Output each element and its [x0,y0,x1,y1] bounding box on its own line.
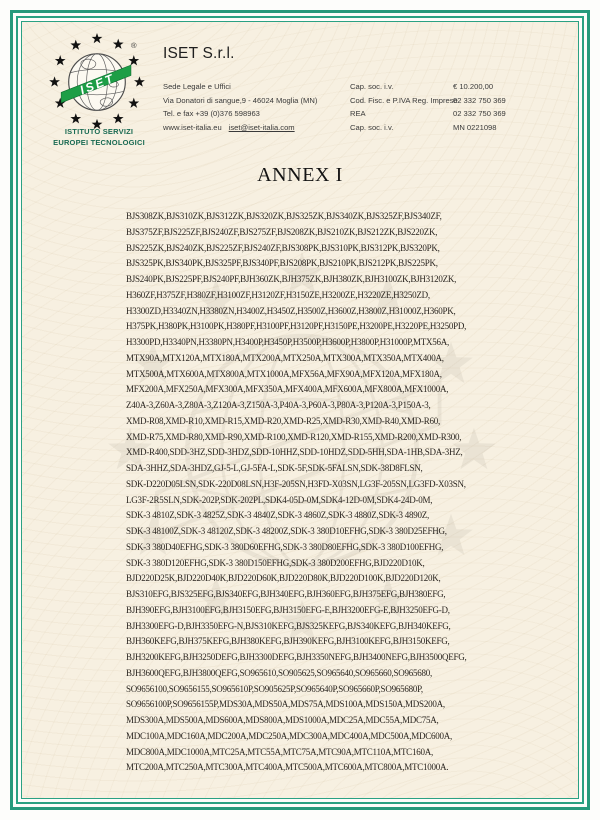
iset-logo [44,33,150,133]
code-line: BJH3600QEFG,BJH3800QEFG,SO965610,SO905625,SO965640,SO965660,SO965680, [126,667,433,678]
code-line: H375PK,H380PK,H3100PK,H380PF,H3100PF,H3120PF,H3150PE,H3200PE,H3220PE,H3250PD, [126,321,467,332]
registry-value: 02 332 750 369 [453,95,506,105]
registry-label: Cap. soc. i.v. [350,122,394,132]
code-line: BJH3200KEFG,BJH3250DEFG,BJH3300DEFG,BJH3350NEFG,BJH3400NEFG,BJH3500QEFG, [126,652,467,662]
logo-caption-line2: EUROPEI TECNOLOGICI [53,138,145,148]
code-line: BJS308ZK,BJS310ZK,BJS312ZK,BJS320ZK,BJS325ZK,BJS340ZK,BJS325ZF,BJS340ZF, [126,211,442,221]
company-name: ISET S.r.l. [163,45,235,62]
code-line: MDC100A,MDC160A,MDC200A,MDC250A,MDC300A,MDC400A,MDC500A,MDC600A, [126,730,453,741]
email-link[interactable]: iset@iset-italia.com [228,122,295,132]
registered-mark: ® [130,41,137,51]
code-line: XMD-R08,XMD-R10,XMD-R15,XMD-R20,XMD-R25,XMD-R30,XMD-R40,XMD-R60, [126,415,441,426]
code-line: BJS375ZF,BJS225ZF,BJS240ZF,BJS275ZF,BJS208ZK,BJS210ZK,BJS212ZK,BJS220ZK, [126,226,438,237]
code-line: BJS325PK,BJS340PK,BJS325PF,BJS340PF,BJS208PK,BJS210PK,BJS212PK,BJS225PK, [126,258,438,269]
code-line: BJH360KEFG,BJH375KEFG,BJH380KEFG,BJH390KEFG,BJH3100KEFG,BJH3150KEFG, [126,636,450,647]
code-line: BJD220D25K,BJD220D40K,BJD220D60K,BJD220D80K,BJD220D100K,BJD220D120K, [126,573,441,584]
page-title: ANNEX I [257,164,343,186]
code-line: MTX500A,MTX600A,MTX800A,MTX1000A,MFX56A,MFX90A,MFX120A,MFX180A, [126,368,442,379]
logo-caption-line1: ISTITUTO SERVIZI [64,127,134,136]
code-line: BJS240PK,BJS225PF,BJS240PF,BJH360ZK,BJH375ZK,BJH380ZK,BJH3100ZK,BJH3120ZK, [126,274,457,284]
code-line: BJH390EFG,BJH3100EFG,BJH3150EFG,BJH3150EFG-E,BJH3200EFG-E,BJH3250EFG-D, [126,604,450,615]
code-line: SDK-3 380D120EFHG,SDK-3 380D150EFHG,SDK-3 380D200EFHG,BJD220D10K, [126,557,425,568]
code-line: H3300ZD,H3340ZN,H3380ZN,H3400Z,H3450Z,H3500Z,H3600Z,H3800Z,H31000Z,H360PK, [126,305,456,316]
logo-caption [24,126,174,149]
code-line: BJS225ZK,BJS240ZK,BJS225ZF,BJS240ZF,BJS308PK,BJS310PK,BJS312PK,BJS320PK, [126,242,440,253]
code-line: SDK-3 4810Z,SDK-3 4825Z,SDK-3 4840Z,SDK-3 4860Z,SDK-3 4880Z,SDK-3 4890Z, [126,510,429,521]
registry-block [350,80,506,134]
code-line: MFX200A,MFX250A,MFX300A,MFX350A,MFX400A,MFX600A,MFX800A,MFX1000A, [126,384,449,395]
registry-label: Cod. Fisc. e P.IVA Reg. Imprese [350,95,458,105]
logo-ribbon-text: ISET [77,70,118,98]
address-line-offices: Sede Legale e Uffici [163,82,231,91]
registry-value: € 10.200,00 [453,82,494,91]
code-line: MDC800A,MDC1000A,MTC25A,MTC55A,MTC75A,MTC90A,MTC110A,MTC160A, [126,746,433,757]
registry-row [350,107,506,121]
code-line: SDA-3HHZ,SDA-3HDZ,GJ-5-L,GJ-5FA-L,SDK-5F,SDK-5FALSN,SDK-38D8FLSN, [126,463,423,473]
registry-row [350,121,506,135]
registry-row [350,80,506,94]
code-line: H360ZF,H375ZF,H380ZF,H3100ZF,H3120ZF,H3150ZE,H3200ZE,H3220ZE,H3250ZD, [126,289,430,300]
code-line: BJS310EFG,BJS325EFG,BJS340EFG,BJH340EFG,BJH360EFG,BJH375EFG,BJH380EFG, [126,589,446,599]
code-line: Z40A-3,Z60A-3,Z80A-3,Z120A-3,Z150A-3,P40A-3,P60A-3,P80A-3,P120A-3,P150A-3, [126,400,431,410]
annex-code-list [126,209,467,776]
code-line: BJH3300EFG-D,BJH3350EFG-N,BJS310KEFG,BJS325KEFG,BJS340KEFG,BJH340KEFG, [126,620,451,631]
code-line: XMD-R400,SDD-3HZ,SDD-3HDZ,SDD-10HHZ,SDD-10HDZ,SDD-5HH,SDA-1HB,SDA-3HZ, [126,447,463,458]
code-line: LG3F-2R5SLN,SDK-202P,SDK-202PL,SDK4-05D-0M,SDK4-12D-0M,SDK4-24D-0M, [126,494,433,505]
website-text: www.iset-italia.eu [163,122,222,132]
address-line-phone: Tel. e fax +39 (0)376 598963 [163,109,260,119]
address-block [163,80,317,134]
code-line: SO9656100,SO9656155,SO965610P,SO905625P,SO965640P,SO965660P,SO965680P, [126,683,423,694]
registry-value: 02 332 750 369 [453,109,506,119]
code-line: SDK-3 48100Z,SDK-3 48120Z,SDK-3 48200Z,SDK-3 380D10EFHG,SDK-3 380D25EFHG, [126,526,447,536]
code-line: SO9656100P,SO9656155P,MDS30A,MDS50A,MDS75A,MDS100A,MDS150A,MDS200A, [126,699,445,710]
code-line: XMD-R75,XMD-R80,XMD-R90,XMD-R100,XMD-R120,XMD-R155,XMD-R200,XMD-R300, [126,431,462,442]
registry-label: Cap. soc. i.v. [350,82,394,91]
code-line: MDS300A,MDS500A,MDS600A,MDS800A,MDS1000A,MDC25A,MDC55A,MDC75A, [126,715,439,725]
registry-label: REA [350,109,366,119]
code-line: MTX90A,MTX120A,MTX180A,MTX200A,MTX250A,MTX300A,MTX350A,MTX400A, [126,352,444,363]
registry-row [350,94,506,108]
address-line-street: Via Donatori di sangue,9 - 46024 Moglia (MN) [163,95,318,105]
registry-value: MN 0221098 [453,122,497,132]
code-line: H3300PD,H3340PN,H3380PN,H3400P,H3450P,H3500P,H3600P,H3800P,H31000P,MTX56A, [126,337,450,347]
address-line-web [163,121,317,135]
code-line: SDK-3 380D40EFHG,SDK-3 380D60EFHG,SDK-3 380D80EFHG,SDK-3 380D100EFHG, [126,541,444,552]
code-line: SDK-D220D05LSN,SDK-220D08LSN,H3F-205SN,H3FD-X03SN,LG3F-205SN,LG3FD-X03SN, [126,478,466,489]
code-line: MTC200A,MTC250A,MTC300A,MTC400A,MTC500A,MTC600A,MTC800A,MTC1000A. [126,762,449,773]
